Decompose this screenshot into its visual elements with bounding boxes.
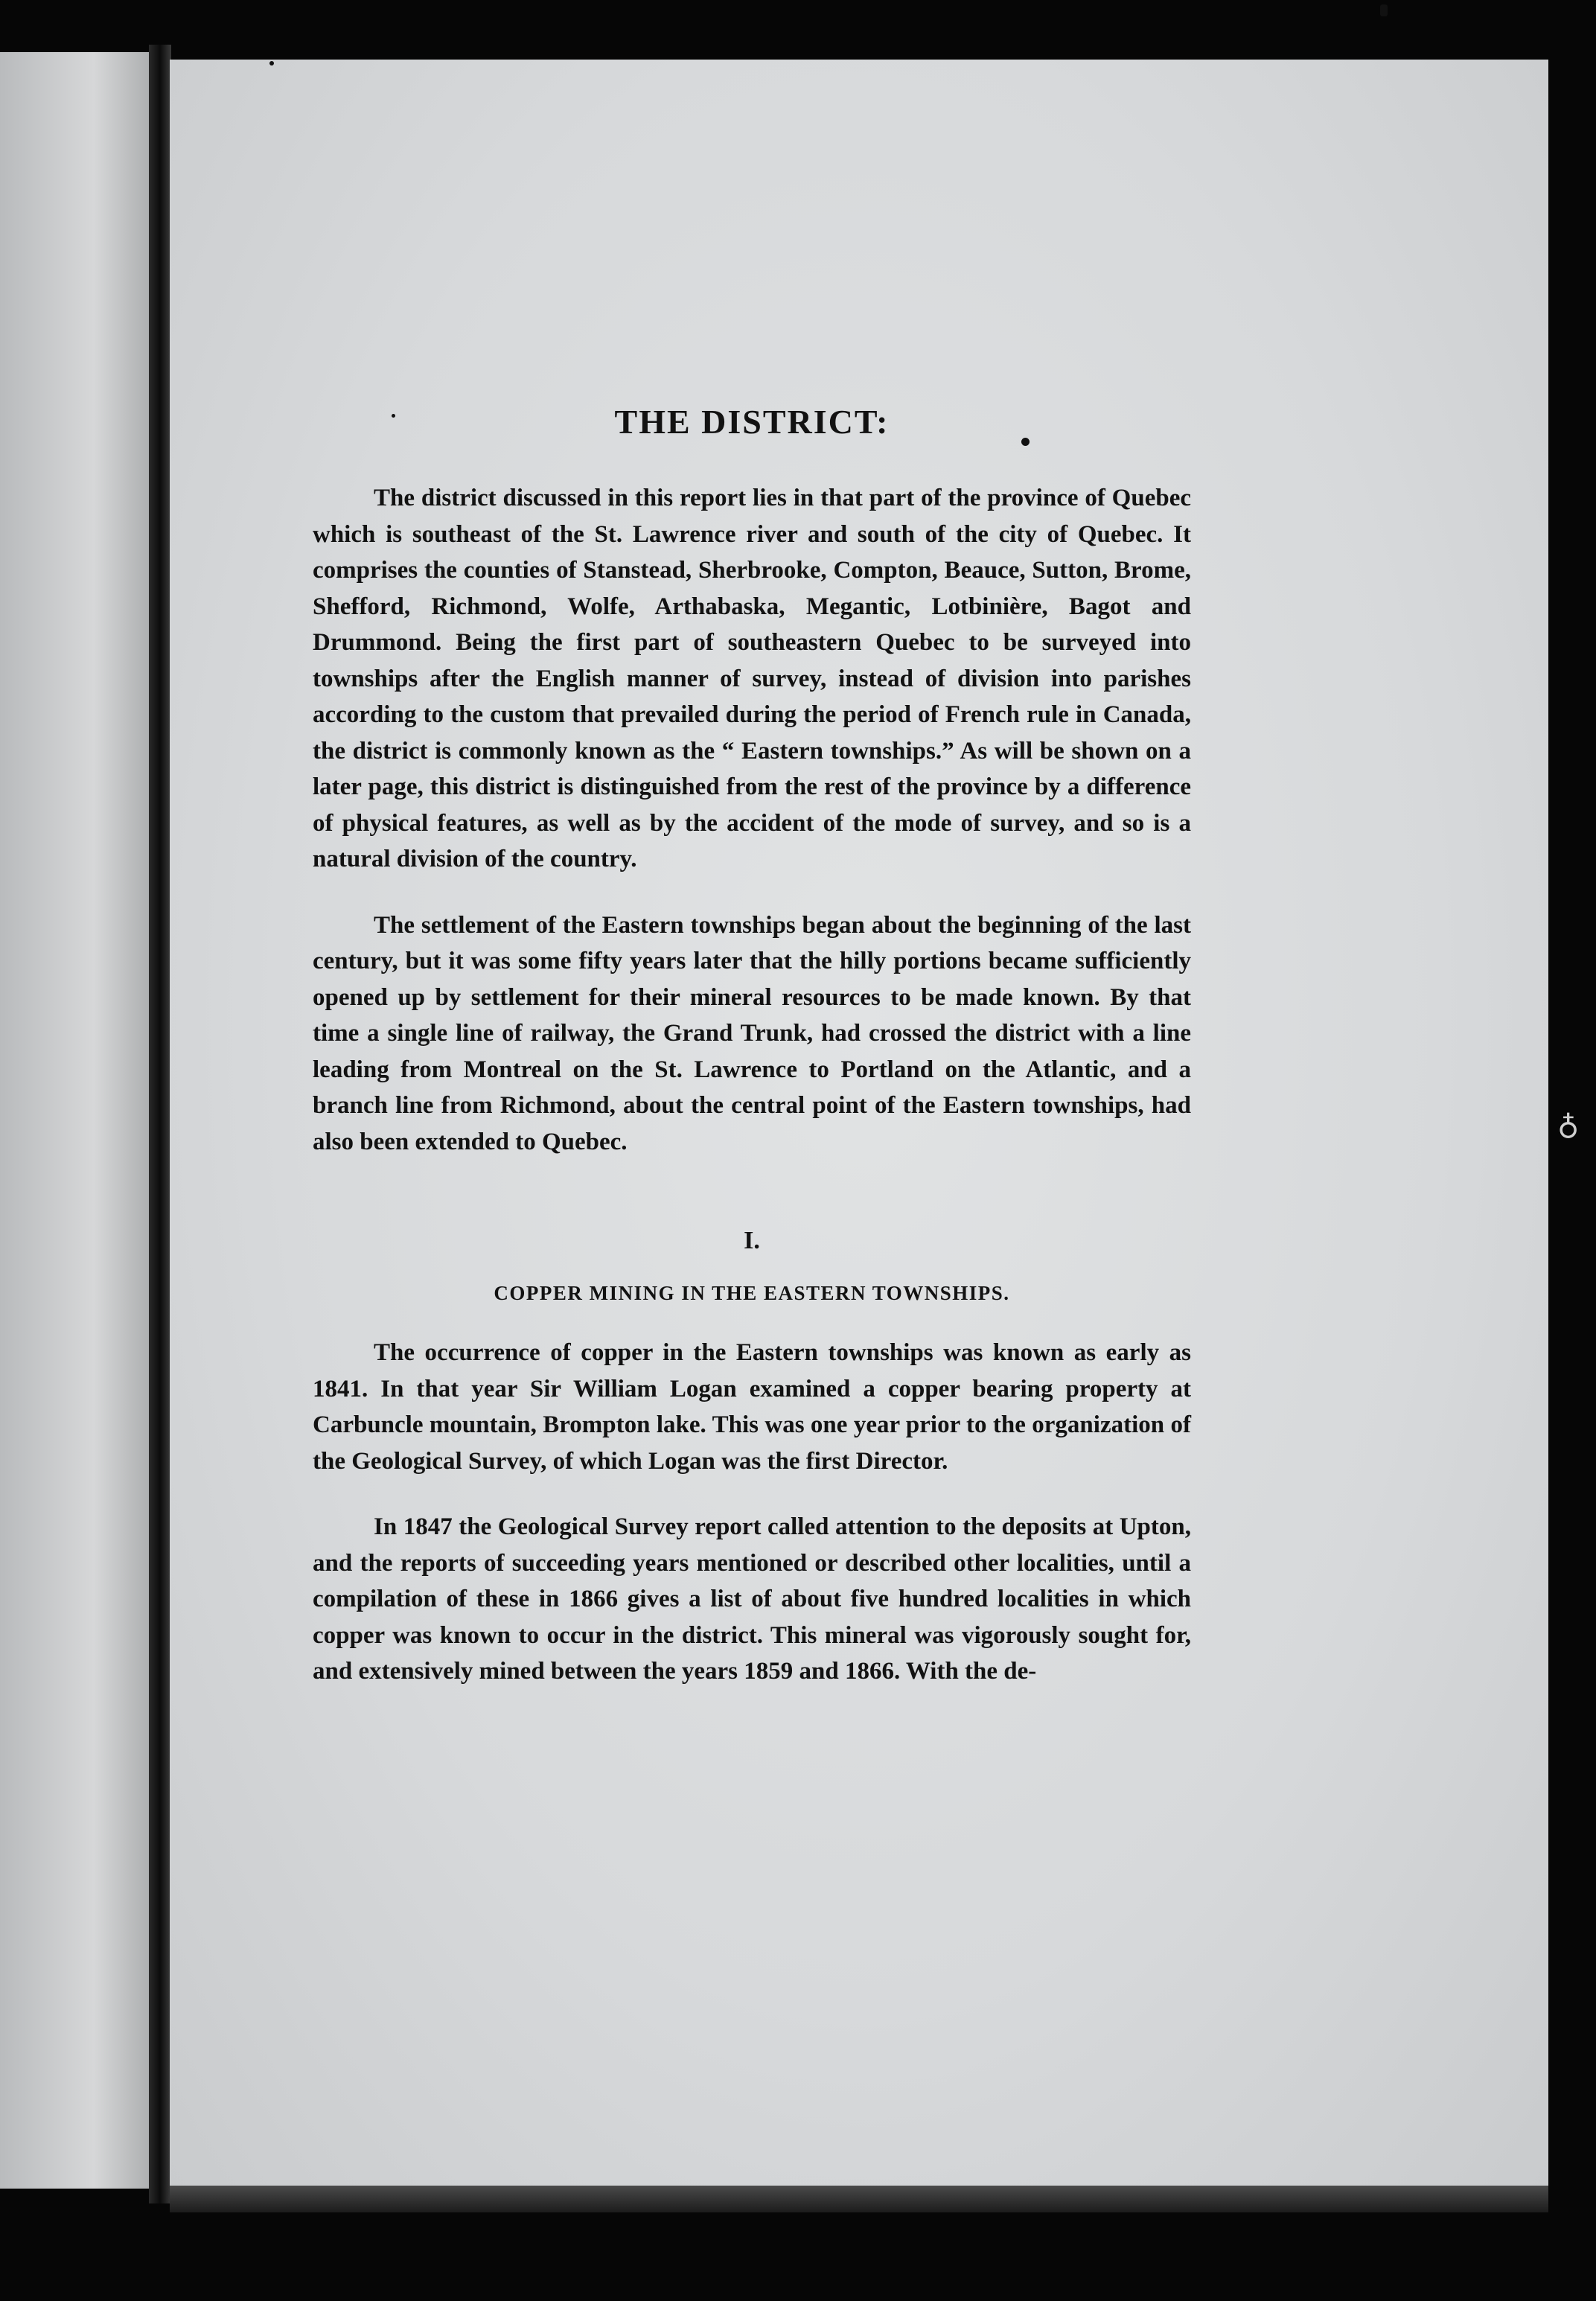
- left-page-edge: [0, 52, 156, 2189]
- paragraph: The district discussed in this report lies in that part of the province of Quebec which is southeast of the St. Lawrence river and south of the city of Quebec. It comprises the counties of Stanstead, Sherbrooke, Compton, Beauce, Sutton, Brome, Shefford, Richmond, Wolfe, Arthabaska, Megantic, Lotbinière, Bagot and Drummond. Being the first part of southeastern Quebec to be surveyed into townships after the English manner of survey, instead of division into parishes according to the custom that prevailed during the period of French rule in Canada, the district is commonly known as the “ Eastern townships.” As will be shown on a later page, this district is distinguished from the rest of the province by a difference of physical features, as well as by the accident of the mode of survey, and so is a natural division of the country.: [313, 485, 1191, 872]
- paragraph: The occurrence of copper in the Eastern townships was known as early as 1841. In that year Sir William Logan examined a copper bearing property at Carbuncle mountain, Brompton lake. This was one year prior to the organization of the Geological Survey, of which Logan was the first Director.: [313, 1339, 1191, 1475]
- page-bottom-edge: [170, 2186, 1548, 2212]
- paragraph: In 1847 the Geological Survey report called attention to the deposits at Upton, and the reports of succeeding years mentioned or described other localities, until a compilation of these in 1866 gives a list of about five hundred localities in which copper was known to occur in the district. This mineral was vigorously sought for, and extensively mined between the years 1859 and 1866. With the de-: [313, 1513, 1191, 1685]
- section-heading: COPPER MINING IN THE EASTERN TOWNSHIPS.: [494, 1282, 1010, 1304]
- page-speck: [269, 61, 274, 66]
- page-speck: [1380, 4, 1388, 16]
- page-title: THE DISTRICT:: [614, 403, 890, 441]
- book-gutter: [149, 45, 171, 2203]
- document-body: [313, 402, 1191, 1720]
- section-number: I.: [744, 1227, 760, 1254]
- paragraph: The settlement of the Eastern townships began about the beginning of the last century, but it was some fifty years later that the hilly portions became sufficiently opened up by settlement for their mineral resources to be made known. By that time a single line of railway, the Grand Trunk, had crossed the district with a line leading from Montreal on the St. Lawrence to Portland on the Atlantic, and a branch line from Richmond, about the central point of the Eastern townships, had also been extended to Quebec.: [313, 911, 1191, 1155]
- edge-mark-icon: ♁: [1557, 1108, 1580, 1142]
